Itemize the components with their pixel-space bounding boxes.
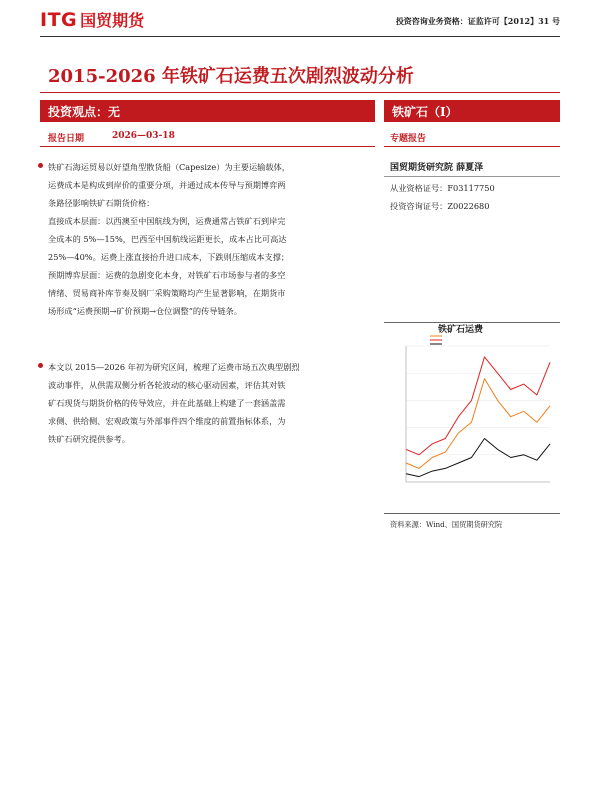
logo-company-name: 国贸期货 <box>80 11 145 30</box>
series-line <box>406 439 550 477</box>
paragraph-line: 预期博弈层面：运费的急剧变化本身，对铁矿石市场参与者的多空 <box>48 270 286 280</box>
bullet-icon <box>38 163 43 168</box>
paragraph-line: 求侧、供给侧、宏观政策与外部事件四个维度的前置指标体系，为 <box>48 416 286 426</box>
paragraph-line: 铁矿石研究提供参考。 <box>48 434 130 444</box>
author-divider <box>384 176 560 177</box>
license-text: 投资咨询业务资格：证监许可【2012】31 号 <box>395 16 560 26</box>
paragraph-line: 运费成本是构成到岸价的重要分项，并通过成本传导与预期博弈两 <box>48 180 286 190</box>
logo <box>40 8 144 31</box>
paragraph-line: 铁矿石海运贸易以好望角型散货船（Capesize）为主要运输载体， <box>48 162 290 172</box>
logo-itg: ITG <box>40 9 78 31</box>
paragraph-line: 情绪、贸易商补库节奏及钢厂采购策略均产生显著影响，在期货市 <box>48 288 286 298</box>
paragraph-line: 场形成“运费预期→矿价预期→仓位调整”的传导链条。 <box>48 306 243 316</box>
freight-chart <box>384 332 560 510</box>
report-date-label: 报告日期 <box>48 134 85 144</box>
paragraph-1 <box>48 158 368 320</box>
consulting-cert: 投资咨询证号：Z0022680 <box>390 201 490 211</box>
investment-view-value: 无 <box>108 105 121 119</box>
qualification-cert: 从业资格证号：F03117750 <box>390 183 495 193</box>
header-divider <box>40 36 560 37</box>
product-bar <box>384 100 560 122</box>
paragraph-line: 本文以 2015—2026 年初为研究区间，梳理了运费市场五次典型剧烈 <box>48 362 300 372</box>
product-label: 铁矿石（I） <box>392 105 458 119</box>
author: 国贸期货研究院 薛夏泽 <box>390 163 484 173</box>
series-line <box>406 357 550 455</box>
paragraph-line: 25%—40%。运费上涨直接抬升进口成本，下跌则压缩成本支撑； <box>48 252 290 262</box>
chart-title: 铁矿石运费 <box>438 325 484 335</box>
report-type: 专题报告 <box>390 134 427 144</box>
paragraph-line: 全成本的 5%—15%，巴西至中国航线运距更长，成本占比可高达 <box>48 234 287 244</box>
document-title: 2015-2026 年铁矿石运费五次剧烈波动分析 <box>48 66 414 87</box>
paragraph-line: 条路径影响铁矿石期货价格： <box>48 198 155 208</box>
paragraph-2 <box>48 358 368 448</box>
paragraph-line: 直接成本层面：以西澳至中国航线为例，运费通常占铁矿石到岸完 <box>48 216 286 226</box>
source-note: 资料来源：Wind、国贸期货研究院 <box>390 520 503 529</box>
investment-view-bar <box>40 100 375 122</box>
bullet-icon <box>38 363 43 368</box>
title-divider <box>40 92 560 93</box>
report-date-value: 2026—03-18 <box>112 131 175 141</box>
report-type-divider <box>384 146 560 147</box>
date-divider <box>40 146 375 147</box>
investment-view-label: 投资观点： <box>48 105 109 119</box>
paragraph-line: 波动事件，从供需双侧分析各轮波动的核心驱动因素，评估其对铁 <box>48 380 286 390</box>
paragraph-line: 矿石现货与期货价格的传导效应，并在此基础上构建了一套涵盖需 <box>48 398 286 408</box>
chart-bottom-divider <box>384 513 560 514</box>
